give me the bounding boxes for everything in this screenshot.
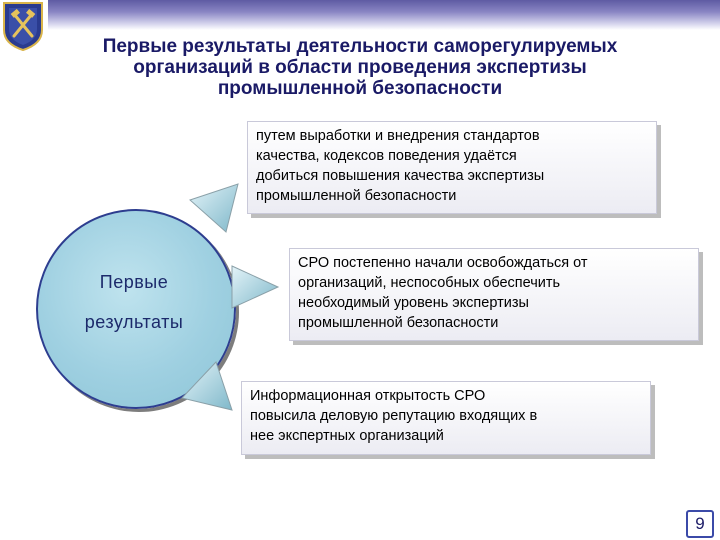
title-line: промышленной безопасности — [217, 78, 503, 99]
box-text-line: промышленной безопасности — [298, 315, 499, 331]
page-number: 9 — [686, 510, 714, 538]
page-title — [40, 36, 680, 99]
box-text-line: добиться повышения качества экспертизы — [256, 168, 545, 184]
arrow-down-right-icon — [178, 358, 236, 416]
box-text-line: промышленной безопасности — [256, 188, 457, 204]
result-box-cleanup — [289, 248, 699, 341]
result-box-standards — [247, 121, 657, 214]
box-text-line: путем выработки и внедрения стандартов — [256, 128, 540, 144]
result-box-openness — [241, 381, 651, 455]
circle-label-line: результаты — [84, 312, 184, 332]
box-text-line: нее экспертных организаций — [250, 428, 444, 444]
header-band — [48, 0, 720, 30]
box-text-line: СРО постепенно начали освобождаться от — [298, 255, 588, 271]
box-text-line: Информационная открытость СРО — [250, 388, 486, 404]
arrow-up-right-icon — [186, 180, 246, 240]
title-line: организаций в области проведения экспертизы — [133, 57, 587, 78]
title-line: Первые результаты деятельности саморегулируемых — [102, 36, 618, 57]
box-text-line: повысила деловую репутацию входящих в — [250, 408, 538, 424]
circle-label-line: Первые — [99, 272, 169, 292]
box-text-line: качества, кодексов поведения удаётся — [256, 148, 517, 164]
box-text-line: необходимый уровень экспертизы — [298, 295, 529, 311]
box-text-line: организаций, неспособных обеспечить — [298, 275, 561, 291]
arrow-right-icon — [230, 262, 282, 312]
